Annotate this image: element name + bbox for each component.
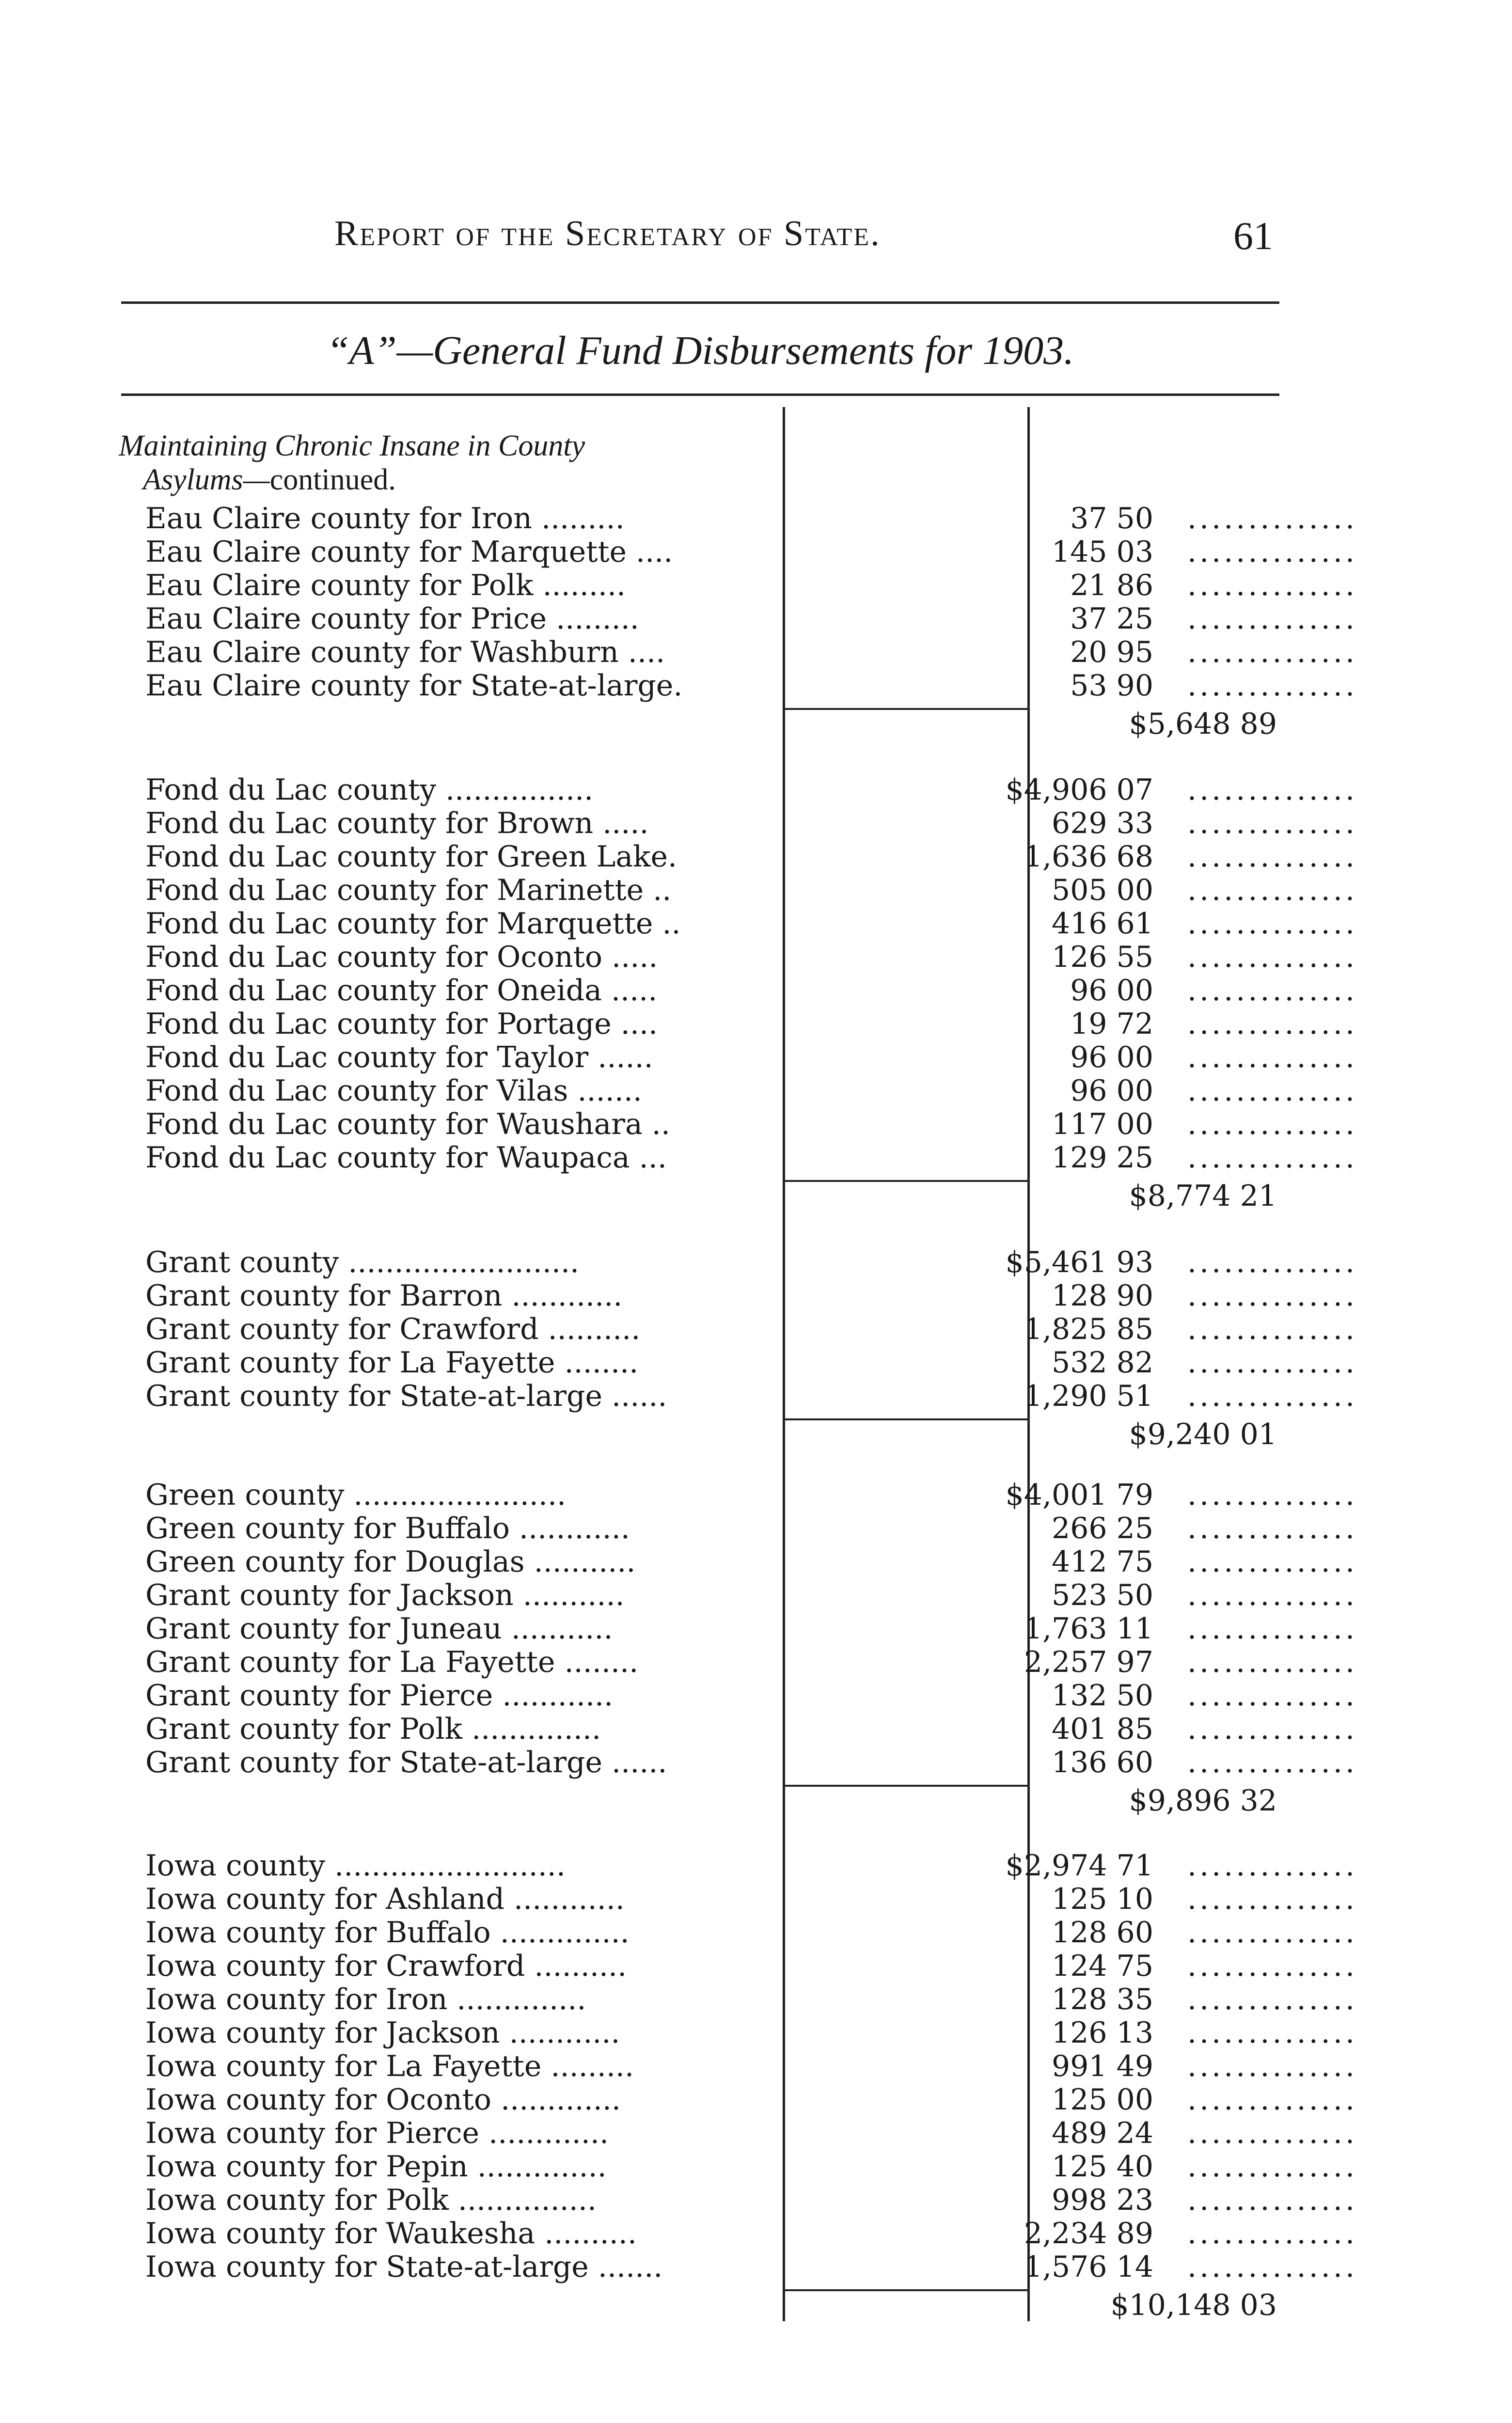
row-amount: $4,001 79 bbox=[1005, 1478, 1153, 1512]
row-label: Fond du Lac county for Green Lake. bbox=[145, 840, 677, 874]
row-label: Grant county for La Fayette ........ bbox=[145, 1346, 639, 1380]
row-amount: 126 55 bbox=[1052, 940, 1153, 974]
leader-dots: .............. bbox=[1187, 1346, 1358, 1380]
leader-dots: .............. bbox=[1187, 1040, 1358, 1074]
running-head: Report of the Secretary of State. bbox=[334, 214, 881, 253]
row-amount: 128 60 bbox=[1052, 1916, 1153, 1950]
row-amount: 523 50 bbox=[1052, 1578, 1153, 1612]
row-amount: 532 82 bbox=[1052, 1346, 1153, 1380]
row-label: Grant county for State-at-large ...... bbox=[145, 1379, 667, 1413]
subtotal-rule bbox=[783, 708, 1030, 710]
row-label: Grant county for Crawford .......... bbox=[145, 1312, 641, 1346]
row-amount: 401 85 bbox=[1052, 1712, 1153, 1746]
row-amount: 1,825 85 bbox=[1024, 1312, 1153, 1346]
row-amount: $2,974 71 bbox=[1005, 1849, 1153, 1883]
leader-dots: .............. bbox=[1187, 806, 1358, 840]
top-rule bbox=[121, 301, 1279, 304]
leader-dots: .............. bbox=[1187, 840, 1358, 874]
leader-dots: .............. bbox=[1187, 1074, 1358, 1108]
row-amount: 1,763 11 bbox=[1024, 1612, 1153, 1646]
section-heading-line1: Maintaining Chronic Insane in County bbox=[119, 429, 585, 462]
subtotal-rule bbox=[783, 1785, 1030, 1787]
leader-dots: .............. bbox=[1187, 773, 1358, 807]
leader-dots: .............. bbox=[1187, 2150, 1358, 2184]
row-label: Eau Claire county for Marquette .... bbox=[145, 535, 673, 569]
row-amount: 124 75 bbox=[1052, 1949, 1153, 1983]
row-label: Iowa county for Ashland ............ bbox=[145, 1882, 625, 1916]
row-label: Iowa county for Iron .............. bbox=[145, 1982, 586, 2016]
group-total: $9,896 32 bbox=[1129, 1784, 1277, 1818]
row-amount: 96 00 bbox=[1070, 1074, 1153, 1108]
subtotal-rule bbox=[783, 1180, 1030, 1182]
row-amount: 629 33 bbox=[1052, 806, 1153, 840]
row-amount: 128 90 bbox=[1052, 1279, 1153, 1313]
row-label: Eau Claire county for Washburn .... bbox=[145, 635, 665, 669]
leader-dots: .............. bbox=[1187, 2250, 1358, 2284]
leader-dots: .............. bbox=[1187, 568, 1358, 602]
leader-dots: .............. bbox=[1187, 1612, 1358, 1646]
leader-dots: .............. bbox=[1187, 873, 1358, 907]
row-label: Iowa county for Pepin .............. bbox=[145, 2150, 607, 2184]
leader-dots: .............. bbox=[1187, 2083, 1358, 2117]
row-amount: 96 00 bbox=[1070, 1040, 1153, 1074]
row-label: Fond du Lac county for Marinette .. bbox=[145, 873, 672, 907]
row-amount: 96 00 bbox=[1070, 974, 1153, 1007]
leader-dots: .............. bbox=[1187, 940, 1358, 974]
row-amount: 21 86 bbox=[1070, 568, 1153, 602]
row-amount: 126 13 bbox=[1052, 2016, 1153, 2050]
group-total: $9,240 01 bbox=[1129, 1417, 1277, 1451]
row-label: Iowa county for Waukesha .......... bbox=[145, 2217, 637, 2250]
row-amount: 412 75 bbox=[1052, 1545, 1153, 1579]
leader-dots: .............. bbox=[1187, 907, 1358, 941]
leader-dots: .............. bbox=[1187, 1746, 1358, 1779]
row-amount: 1,290 51 bbox=[1024, 1379, 1153, 1413]
row-amount: 136 60 bbox=[1052, 1746, 1153, 1779]
row-label: Fond du Lac county for Brown ..... bbox=[145, 806, 649, 840]
leader-dots: .............. bbox=[1187, 1511, 1358, 1545]
row-amount: 1,576 14 bbox=[1024, 2250, 1153, 2284]
leader-dots: .............. bbox=[1187, 1949, 1358, 1983]
leader-dots: .............. bbox=[1187, 1007, 1358, 1041]
row-label: Iowa county for Oconto ............. bbox=[145, 2083, 621, 2117]
leader-dots: .............. bbox=[1187, 1545, 1358, 1579]
row-label: Iowa county for Crawford .......... bbox=[145, 1949, 627, 1983]
row-label: Fond du Lac county for Vilas ....... bbox=[145, 1074, 642, 1108]
leader-dots: .............. bbox=[1187, 1645, 1358, 1679]
row-label: Fond du Lac county for Marquette .. bbox=[145, 907, 681, 941]
row-label: Iowa county ......................... bbox=[145, 1849, 566, 1883]
leader-dots: .............. bbox=[1187, 1107, 1358, 1141]
row-label: Iowa county for Polk ............... bbox=[145, 2183, 597, 2217]
leader-dots: .............. bbox=[1187, 1312, 1358, 1346]
row-label: Grant county for Juneau ........... bbox=[145, 1612, 613, 1646]
row-label: Grant county for La Fayette ........ bbox=[145, 1645, 639, 1679]
leader-dots: .............. bbox=[1187, 974, 1358, 1007]
row-label: Eau Claire county for Polk ......... bbox=[145, 568, 626, 602]
subtotal-rule bbox=[783, 1418, 1030, 1420]
continued-label: continued. bbox=[269, 463, 396, 496]
row-label: Grant county for Polk .............. bbox=[145, 1712, 601, 1746]
row-label: Green county for Buffalo ............ bbox=[145, 1511, 630, 1545]
row-amount: 53 90 bbox=[1070, 669, 1153, 703]
row-amount: 505 00 bbox=[1052, 873, 1153, 907]
leader-dots: .............. bbox=[1187, 1245, 1358, 1279]
row-label: Iowa county for La Fayette ......... bbox=[145, 2049, 634, 2083]
row-amount: 489 24 bbox=[1052, 2116, 1153, 2150]
leader-dots: .............. bbox=[1187, 1916, 1358, 1950]
leader-dots: .............. bbox=[1187, 1478, 1358, 1512]
row-amount: 125 00 bbox=[1052, 2083, 1153, 2117]
leader-dots: .............. bbox=[1187, 1982, 1358, 2016]
row-label: Green county ....................... bbox=[145, 1478, 567, 1512]
row-amount: $4,906 07 bbox=[1005, 773, 1153, 807]
row-label: Fond du Lac county for Waushara .. bbox=[145, 1107, 670, 1141]
leader-dots: .............. bbox=[1187, 1379, 1358, 1413]
leader-dots: .............. bbox=[1187, 1882, 1358, 1916]
row-label: Grant county for Barron ............ bbox=[145, 1279, 623, 1313]
leader-dots: .............. bbox=[1187, 1279, 1358, 1313]
row-label: Grant county ......................... bbox=[145, 1245, 580, 1279]
row-amount: 1,636 68 bbox=[1024, 840, 1153, 874]
group-total: $5,648 89 bbox=[1129, 707, 1277, 741]
row-label: Fond du Lac county for Portage .... bbox=[145, 1007, 658, 1041]
row-label: Fond du Lac county for Oconto ..... bbox=[145, 940, 658, 974]
leader-dots: .............. bbox=[1187, 602, 1358, 636]
leader-dots: .............. bbox=[1187, 2116, 1358, 2150]
row-amount: 128 35 bbox=[1052, 1982, 1153, 2016]
leader-dots: .............. bbox=[1187, 1141, 1358, 1175]
row-amount: 117 00 bbox=[1052, 1107, 1153, 1141]
row-label: Eau Claire county for State-at-large. bbox=[145, 669, 683, 703]
page-number: 61 bbox=[1233, 214, 1273, 258]
row-label: Iowa county for State-at-large ....... bbox=[145, 2250, 663, 2284]
leader-dots: .............. bbox=[1187, 1679, 1358, 1713]
leader-dots: .............. bbox=[1187, 1712, 1358, 1746]
leader-dots: .............. bbox=[1187, 2217, 1358, 2250]
row-amount: 37 25 bbox=[1070, 602, 1153, 636]
leader-dots: .............. bbox=[1187, 535, 1358, 569]
row-amount: 416 61 bbox=[1052, 907, 1153, 941]
row-label: Grant county for State-at-large ...... bbox=[145, 1746, 667, 1779]
row-label: Green county for Douglas ........... bbox=[145, 1545, 636, 1579]
row-label: Iowa county for Buffalo .............. bbox=[145, 1916, 630, 1950]
subtotal-rule bbox=[783, 2289, 1030, 2291]
row-label: Fond du Lac county for Waupaca ... bbox=[145, 1141, 667, 1175]
row-amount: 37 50 bbox=[1070, 502, 1153, 535]
leader-dots: .............. bbox=[1187, 669, 1358, 703]
row-amount: 132 50 bbox=[1052, 1679, 1153, 1713]
row-label: Eau Claire county for Price ......... bbox=[145, 602, 639, 636]
row-label: Grant county for Pierce ............ bbox=[145, 1679, 614, 1713]
row-label: Fond du Lac county ................ bbox=[145, 773, 594, 807]
row-amount: 2,234 89 bbox=[1024, 2217, 1153, 2250]
row-amount: 2,257 97 bbox=[1024, 1645, 1153, 1679]
section-heading-line2: Asylums—continued. bbox=[143, 463, 396, 496]
leader-dots: .............. bbox=[1187, 1849, 1358, 1883]
leader-dots: .............. bbox=[1187, 502, 1358, 535]
row-label: Iowa county for Jackson ............ bbox=[145, 2016, 620, 2050]
row-amount: 19 72 bbox=[1070, 1007, 1153, 1041]
row-amount: 129 25 bbox=[1052, 1141, 1153, 1175]
row-amount: 991 49 bbox=[1052, 2049, 1153, 2083]
group-total: $8,774 21 bbox=[1129, 1179, 1277, 1213]
row-label: Fond du Lac county for Taylor ...... bbox=[145, 1040, 653, 1074]
row-label: Eau Claire county for Iron ......... bbox=[145, 502, 625, 535]
leader-dots: .............. bbox=[1187, 1578, 1358, 1612]
leader-dots: .............. bbox=[1187, 2049, 1358, 2083]
row-amount: 20 95 bbox=[1070, 635, 1153, 669]
section-heading bbox=[119, 429, 585, 463]
group-total: $10,148 03 bbox=[1110, 2288, 1277, 2322]
row-amount: $5,461 93 bbox=[1005, 1245, 1153, 1279]
table-title: “A”—General Fund Disbursements for 1903. bbox=[326, 328, 1074, 373]
leader-dots: .............. bbox=[1187, 2016, 1358, 2050]
column-divider-left bbox=[783, 407, 785, 2321]
row-amount: 125 40 bbox=[1052, 2150, 1153, 2184]
row-label: Iowa county for Pierce ............. bbox=[145, 2116, 609, 2150]
row-amount: 145 03 bbox=[1052, 535, 1153, 569]
title-rule bbox=[121, 393, 1279, 396]
row-label: Grant county for Jackson ........... bbox=[145, 1578, 625, 1612]
leader-dots: .............. bbox=[1187, 2183, 1358, 2217]
leader-dots: .............. bbox=[1187, 635, 1358, 669]
row-amount: 125 10 bbox=[1052, 1882, 1153, 1916]
row-amount: 998 23 bbox=[1052, 2183, 1153, 2217]
row-amount: 266 25 bbox=[1052, 1511, 1153, 1545]
row-label: Fond du Lac county for Oneida ..... bbox=[145, 974, 658, 1007]
